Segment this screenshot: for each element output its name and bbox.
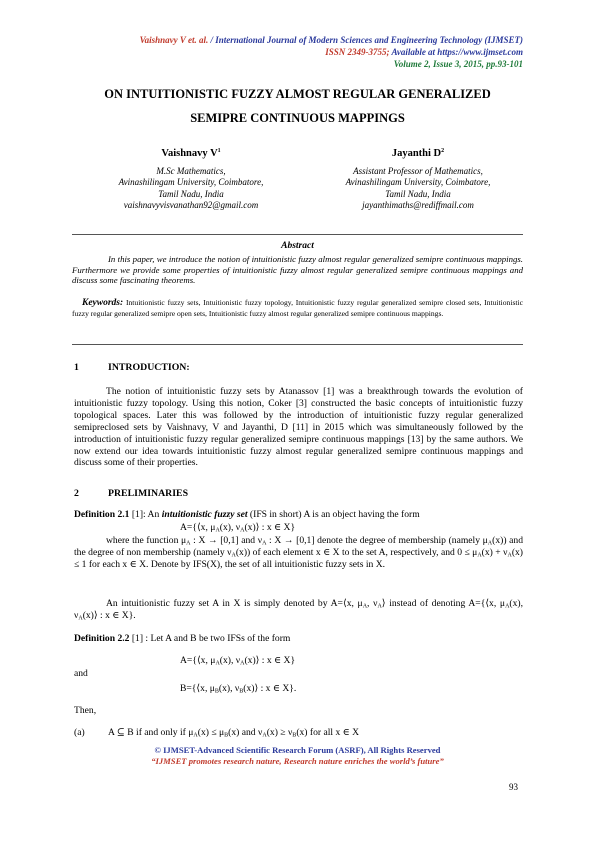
author-1-email[interactable]: vaishnavyvisvanathan92@gmail.com: [123, 200, 259, 211]
footer-motto: “IJMSET promotes research nature, Research nature enriches the world’s future”: [151, 756, 444, 766]
author-1-name: Vaishnavy $V^1$: [161, 148, 221, 159]
defined-term: intuitionistic fuzzy set: [161, 509, 248, 520]
item-a-text: A ⊆ B if and only if $\mu_A(x) \le \mu_B(x)$ and $\nu_A(x) \ge \nu_B(x)$ for all x ∈ X: [108, 727, 360, 739]
divider-bottom: [72, 344, 523, 345]
header-line-1: Vaishnavy V et. al. / International Journal of Modern Sciences and Engineering Technology (IJMSET): [139, 35, 523, 45]
definition-2-1-note: An intuitionistic fuzzy set A in X is simply denoted by A=⟨x, $\mu_A$, $\nu_A⟩$ instead of denoting A={⟨x, $\mu_A(x)$, $\nu_A(x)⟩$ : x ∈ X}.: [74, 598, 523, 622]
header-author: Vaishnavy V et. al.: [139, 35, 209, 45]
then-text: Then,: [74, 705, 97, 716]
intro-paragraph: The notion of intuitionistic fuzzy sets by Atanassov [1] was a breakthrough towards the evolution of intuitionistic fuzzy topology. Using this notion, Coker [3] constructed the basic concepts of intuitionistic fuzzy topological spaces. Later this was followed by the introduction of intuitionistic fuzzy regular generalized semipreclosed sets by Vaishnavy, V and Jayanthi, D [11] in 2015 which was simultaneously followed by the introduction of intuitionistic fuzzy regular generalized semipre continuous mappings [13] by the same authors. We now extend our idea towards intuitionistic fuzzy almost regular generalized semipre continuous mappings and discuss some of their properties.: [74, 386, 523, 469]
section-1-heading: 1 INTRODUCTION:: [74, 362, 190, 373]
author-2-email[interactable]: jayanthimaths@rediffmail.com: [362, 200, 474, 211]
page-number: 93: [509, 782, 518, 792]
item-a-label: (a): [74, 727, 85, 738]
definition-2-2-statement: Definition 2.2 [1] : Let A and B be two IFSs of the form: [74, 633, 291, 644]
abstract-text: In this paper, we introduce the notion of intuitionistic fuzzy almost regular generalized semipre continuous mappings. Furthermore we provide some properties of intuitionistic fuzzy almost regular generalized semipre continuous mappings and discuss some fascinating theorems.: [72, 254, 523, 286]
section-2-heading: 2 PRELIMINARIES: [74, 488, 189, 499]
keywords-label: Keywords:: [82, 298, 124, 308]
divider-top: [72, 234, 523, 235]
header-issn: ISSN 2349-3755;: [325, 47, 392, 57]
abstract-heading: Abstract: [281, 241, 314, 251]
definition-label: Definition 2.2: [74, 633, 130, 644]
definition-label: Definition 2.1: [74, 509, 130, 520]
formula-set-a: A={⟨x, $\mu_A(x)$, $\nu_A(x)⟩$ : x ∈ X}: [180, 522, 296, 534]
and-text: and: [74, 668, 88, 679]
formula-set-a-2: A={⟨x, $\mu_A(x)$, $\nu_A(x)⟩$ : x ∈ X}: [180, 655, 296, 667]
running-header: [140, 34, 523, 70]
definition-2-1-body: where the function $\mu_A$ : X → [0,1] and $\nu_A$ : X → [0,1] denote the degree of membership (namely $\mu_A(x)$) and the degree of non membership (namely $\nu_A(x)$) of each element x ∈ X to the set A, respectively, and $0 \le \mu_A(x) + \nu_A(x) \le 1$ for each x ∈ X. Denote by IFS(X), the set of all intuitionistic fuzzy sets in X.: [74, 535, 524, 570]
header-journal: International Journal of Modern Sciences and Engineering Technology (IJMSET): [215, 35, 523, 45]
header-line-2: [140, 46, 523, 58]
footer-copyright: © IJMSET-Advanced Scientific Research Forum (ASRF), All Rights Reserved: [154, 745, 441, 755]
header-volume: Volume 2, Issue 3, 2015, pp.93-101: [393, 59, 523, 69]
header-url[interactable]: Available at https://www.ijmset.com: [391, 47, 523, 57]
author-1: Vaishnavy $V^1$ M.Sc Mathematics, Avinashilingam University, Coimbatore, Tamil Nadu, India vaishnavyvisvanathan92@gmail.com: [96, 148, 286, 212]
author-2-name: Jayanthi $D^2$: [391, 148, 445, 159]
formula-set-b: B={⟨x, $\mu_B(x)$, $\nu_B(x)⟩$ : x ∈ X}.: [180, 683, 297, 695]
page-footer: [72, 745, 523, 767]
keywords: Keywords: Intuitionistic fuzzy sets, Intuitionistic fuzzy topology, Intuitionistic fuzzy regular generalized semipre closed sets, Intuitionistic fuzzy regular generalized semipre open sets, Intuitionistic fuzzy almost regular generalized semipre continuous mappings.: [72, 298, 523, 318]
paper-title: ON INTUITIONISTIC FUZZY ALMOST REGULAR GENERALIZED SEMIPRE CONTINUOUS MAPPINGS: [104, 87, 491, 125]
author-2: Jayanthi $D^2$ Assistant Professor of Mathematics, Avinashilingam University, Coimbatore, Tamil Nadu, India jayanthimaths@rediffmail.com: [318, 148, 518, 212]
definition-2-1-statement: Definition 2.1 [1]: An intuitionistic fuzzy set (IFS in short) A is an object having the form: [74, 509, 420, 520]
